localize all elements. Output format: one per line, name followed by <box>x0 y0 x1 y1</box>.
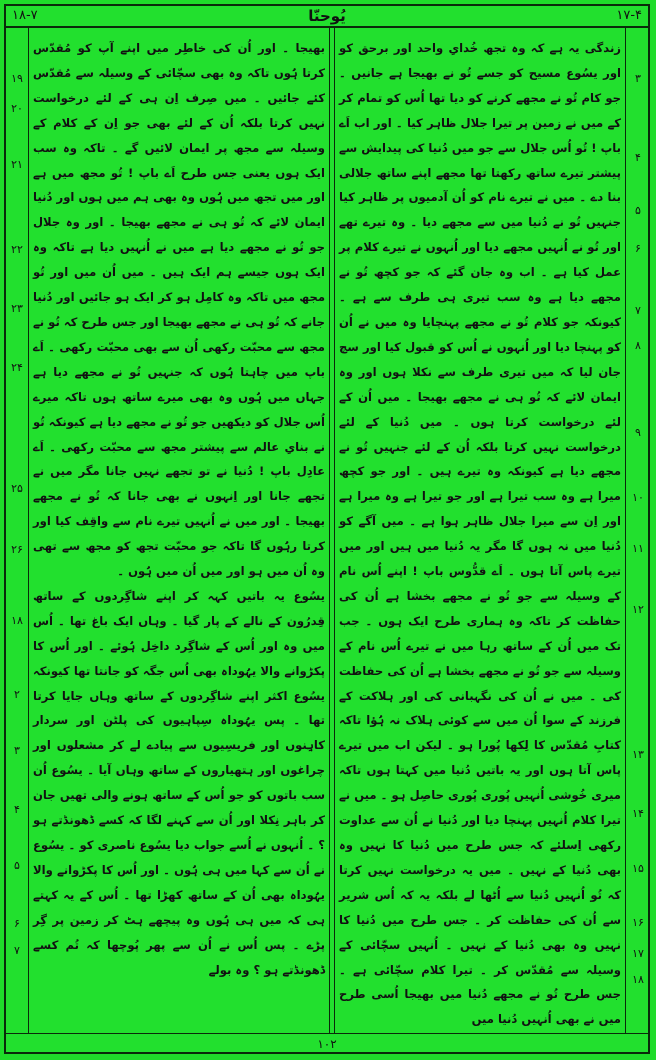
center-rule <box>329 28 330 1034</box>
verse-number: ۷ <box>14 944 20 957</box>
verse-number: ۱۸ <box>11 614 23 627</box>
left-text-column <box>33 36 325 982</box>
verse-number: ۴ <box>635 151 641 164</box>
page-header <box>6 6 648 28</box>
right-text-column <box>339 36 621 1032</box>
verse-number: ۲۰ <box>11 102 23 115</box>
verse-number: ۲۲ <box>11 243 23 256</box>
verse-number: ۱۶ <box>632 916 644 929</box>
verse-number: ۲۳ <box>11 302 23 315</box>
verse-number: ۱۸ <box>632 973 644 986</box>
verse-number: ۱۳ <box>632 748 644 761</box>
center-rule-2 <box>334 28 335 1034</box>
right-column-text: زندگی یہ ہے کہ وہ تجھ خُدایِ واحد اور برحق کو اور یسُوع مسیح کو جسے تُو نے بھیجا ہے جانیں ۔ جو کام تُو نے مجھے کرنے کو دیا تھا اُس کو تمام کر کے میں نے زمین پر تیرا جلال ظاہر کیا ۔ اور اب اَے باپ ! تُو اُس جلال سے جو میں دُنیا کی پیدایش سے پیشتر تیرے ساتھ رکھتا تھا مجھے اپنے ساتھ جلالی بنا دے ۔ میں نے تیرے نام کو اُن آدمیوں پر ظاہر کیا جنہیں تُو نے دُنیا میں سے مجھے دیا ۔ وہ تیرے تھے اور تُو نے اُنہیں مجھے دیا اور اُنہوں نے تیرے کلام پر عمل کیا ہے ۔ اب وہ جان گئے کہ جو کچھ تُو نے مجھے دیا ہے وہ سب تیری ہی طرف سے ہے ۔ کیونکہ جو کلام تُو نے مجھے پہنچایا وہ میں نے اُن کو پہنچا دیا اور اُنہوں نے اُس کو قبول کیا اور سچ جان لیا کہ میں تیری طرف سے نکلا ہوں اور وہ ایمان لائے کہ تُو ہی نے مجھے بھیجا ۔ میں اُن کے لئے درخواست کرتا ہوں ۔ میں دُنیا کے لئے درخواست نہیں کرتا بلکہ اُن کے لئے جنہیں تُو نے مجھے دیا ہے کیونکہ وہ تیرے ہیں ۔ اور جو کچھ میرا ہے وہ سب تیرا ہے اور جو تیرا ہے وہ میرا ہے اور اِن سے میرا جلال ظاہر ہوا ہے ۔ میں آگے کو دُنیا میں نہ ہوں گا مگر یہ دُنیا میں ہیں اور میں تیرے پاس آتا ہوں ۔ اَے قدُّوس باپ ! اپنے اُس نام کے وسیلہ سے جو تُو نے مجھے بخشا ہے اُن کی حفاظت کر تاکہ وہ ہماری طرح ایک ہوں ۔ جب تک میں اُن کے ساتھ رہا میں نے تیرے اُس نام کے وسیلہ سے جو تُو نے مجھے بخشا ہے اُن کی حفاظت کی ۔ میں نے اُن کی نگہبانی کی اور ہلاکت کے فرزند کے سوا اُن میں سے کوئی ہلاک نہ ہُؤا تاکہ کتابِ مُقدّس کا لِکھا پُورا ہو ۔ لیکن اب میں تیرے پاس آتا ہوں اور یہ باتیں دُنیا میں کہتا ہوں تاکہ میری خُوشی اُنہیں پُوری پُوری حاصِل ہو ۔ میں نے تیرا کلام اُنہیں پہنچا دیا اور دُنیا نے اُن سے عداوت رکھی اِسلئے کہ جس طرح میں دُنیا کا نہیں وہ بھی دُنیا کے نہیں ۔ میں یہ درخواست نہیں کرتا کہ تُو اُنہیں دُنیا سے اُٹھا لے بلکہ یہ کہ اُس شریر سے اُن کی حفاظت کر ۔ جس طرح میں دُنیا کا نہیں وہ بھی دُنیا کے نہیں ۔ اُنہیں سچّائی کے وسیلہ سے مُقدّس کر ۔ تیرا کلام سچّائی ہے ۔ جس طرح تُو نے مجھے دُنیا میں بھیجا اُسی طرح میں نے بھی اُنہیں دُنیا میں <box>339 41 621 1027</box>
right-margin-rule <box>625 28 626 1034</box>
chapter-ref-right: ۱۷-۴ <box>616 8 642 23</box>
verse-number: ۷ <box>635 304 641 317</box>
verse-number: ۲ <box>14 688 20 701</box>
left-column-text-bottom: یسُوع یہ باتیں کہہ کر اپنے شاگِردوں کے ساتھ قِدرُون کے نالے کے پار گیا ۔ وہاں ایک باغ تھا ۔ اُس میں وہ اور اُس کے شاگِرد داخِل ہُوئے ۔ اور اُس کا پکڑوانے والا یہُوداہ بھی اُس جگہ کو جانتا تھا کیونکہ یسُوع اکثر اپنے شاگِردوں کے ساتھ وہاں جایا کرتا تھا ۔ پس یہُوداہ سِپاہیوں کی پلٹن اور سردار کاہِنوں اور فریسِیوں سے پیادے لے کر مشعلوں اور چراغوں اور ہتھیاروں کے ساتھ وہاں آیا ۔ یسُوع اُن سب باتوں کو جو اُس کے ساتھ ہونے والی تھیں جان کر باہر نِکلا اور اُن سے کہنے لگا کہ کسے ڈھونڈتے ہو ؟ ۔ اُنہوں نے اُسے جواب دیا یسُوع ناصری کو ۔ یسُوع نے اُن سے کہا میں ہی ہُوں ۔ اور اُس کا پکڑوانے والا یہُوداہ بھی اُن کے ساتھ کھڑا تھا ۔ اُس کے یہ کہتے ہی کہ میں ہی ہُوں وہ پیچھے ہٹ کر زمین پر گِر پڑے ۔ پس اُس نے اُن سے پھر پُوچھا کہ تُم کسے ڈھونڈتے ہو ؟ وہ بولے <box>33 588 325 977</box>
verse-number: ۴ <box>14 803 20 816</box>
verse-number: ۵ <box>635 204 641 217</box>
verse-number: ۳ <box>635 72 641 85</box>
verse-number: ۱۴ <box>632 807 644 820</box>
verse-number: ۱۵ <box>632 862 644 875</box>
footer-rule <box>6 1033 648 1034</box>
verse-number: ۱۰ <box>632 491 644 504</box>
scripture-page <box>4 4 650 1054</box>
verse-number: ۶ <box>14 917 20 930</box>
verse-number: ۱۱ <box>632 542 644 555</box>
page-number: ۱۰۲ <box>317 1037 337 1051</box>
left-margin-rule <box>28 28 29 1034</box>
verse-number: ۲۱ <box>11 158 23 171</box>
verse-number: ۲۶ <box>11 543 23 556</box>
book-title: یُوحنّا <box>308 7 346 25</box>
verse-number: ۲۴ <box>11 361 23 374</box>
left-column-text-top: بھیجا ۔ اور اُن کی خاطِر میں اپنے آپ کو مُقدّس کرتا ہُوں تاکہ وہ بھی سچّائی کے وسیلہ سے مُقدّس کئے جائیں ۔ میں صِرف اِن ہی کے لئے درخواست نہیں کرتا بلکہ اُن کے لئے بھی جو اِن کے کلام کے وسیلہ سے مجھ پر ایمان لائیں گے ۔ تاکہ وہ سب ایک ہوں یعنی جس طرح اَے باپ ! تُو مجھ میں ہے اور میں تجھ میں ہُوں وہ بھی ہم میں ہوں اور دُنیا ایمان لائے کہ تُو ہی نے مجھے بھیجا ۔ اور وہ جلال جو تُو نے مجھے دیا ہے میں نے اُنہیں دیا ہے تاکہ وہ ایک ہوں جیسے ہم ایک ہیں ۔ میں اُن میں اور تُو مجھ میں تاکہ وہ کامِل ہو کر ایک ہو جائیں اور دُنیا جانے کہ تُو ہی نے مجھے بھیجا اور جس طرح کہ تُو نے مجھ سے محبّت رکھی اُن سے بھی محبّت رکھی ۔ اَے باپ میں چاہتا ہُوں کہ جنہیں تُو نے مجھے دیا ہے جہاں میں ہُوں وہ بھی میرے ساتھ ہوں تاکہ میرے اُس جلال کو دیکھیں جو تُو نے مجھے دیا ہے کیونکہ تُو نے بنایِ عالم سے پیشتر مجھ سے محبّت رکھی ۔ اَے عادِل باپ ! دُنیا نے تو تجھے نہیں جانا مگر میں نے تجھے جانا اور اِنہوں نے بھی جانا کہ تُو نے مجھے بھیجا ۔ اور میں نے اُنہیں تیرے نام سے واقِف کیا اور کرتا رہُوں گا تاکہ جو محبّت تجھ کو مجھ سے تھی وہ اُن میں ہو اور میں اُن میں ہُوں ۔ <box>33 41 325 579</box>
verse-number: ۲۵ <box>11 482 23 495</box>
verse-number: ۸ <box>635 339 641 352</box>
verse-number: ۱۲ <box>632 603 644 616</box>
verse-number: ۵ <box>14 859 20 872</box>
verse-number: ۹ <box>635 426 641 439</box>
chapter-ref-left: ۱۸-۷ <box>12 8 38 23</box>
verse-number: ۳ <box>14 744 20 757</box>
verse-number: ۱۷ <box>632 947 644 960</box>
verse-number: ۶ <box>635 242 641 255</box>
verse-number: ۱۹ <box>11 72 23 85</box>
